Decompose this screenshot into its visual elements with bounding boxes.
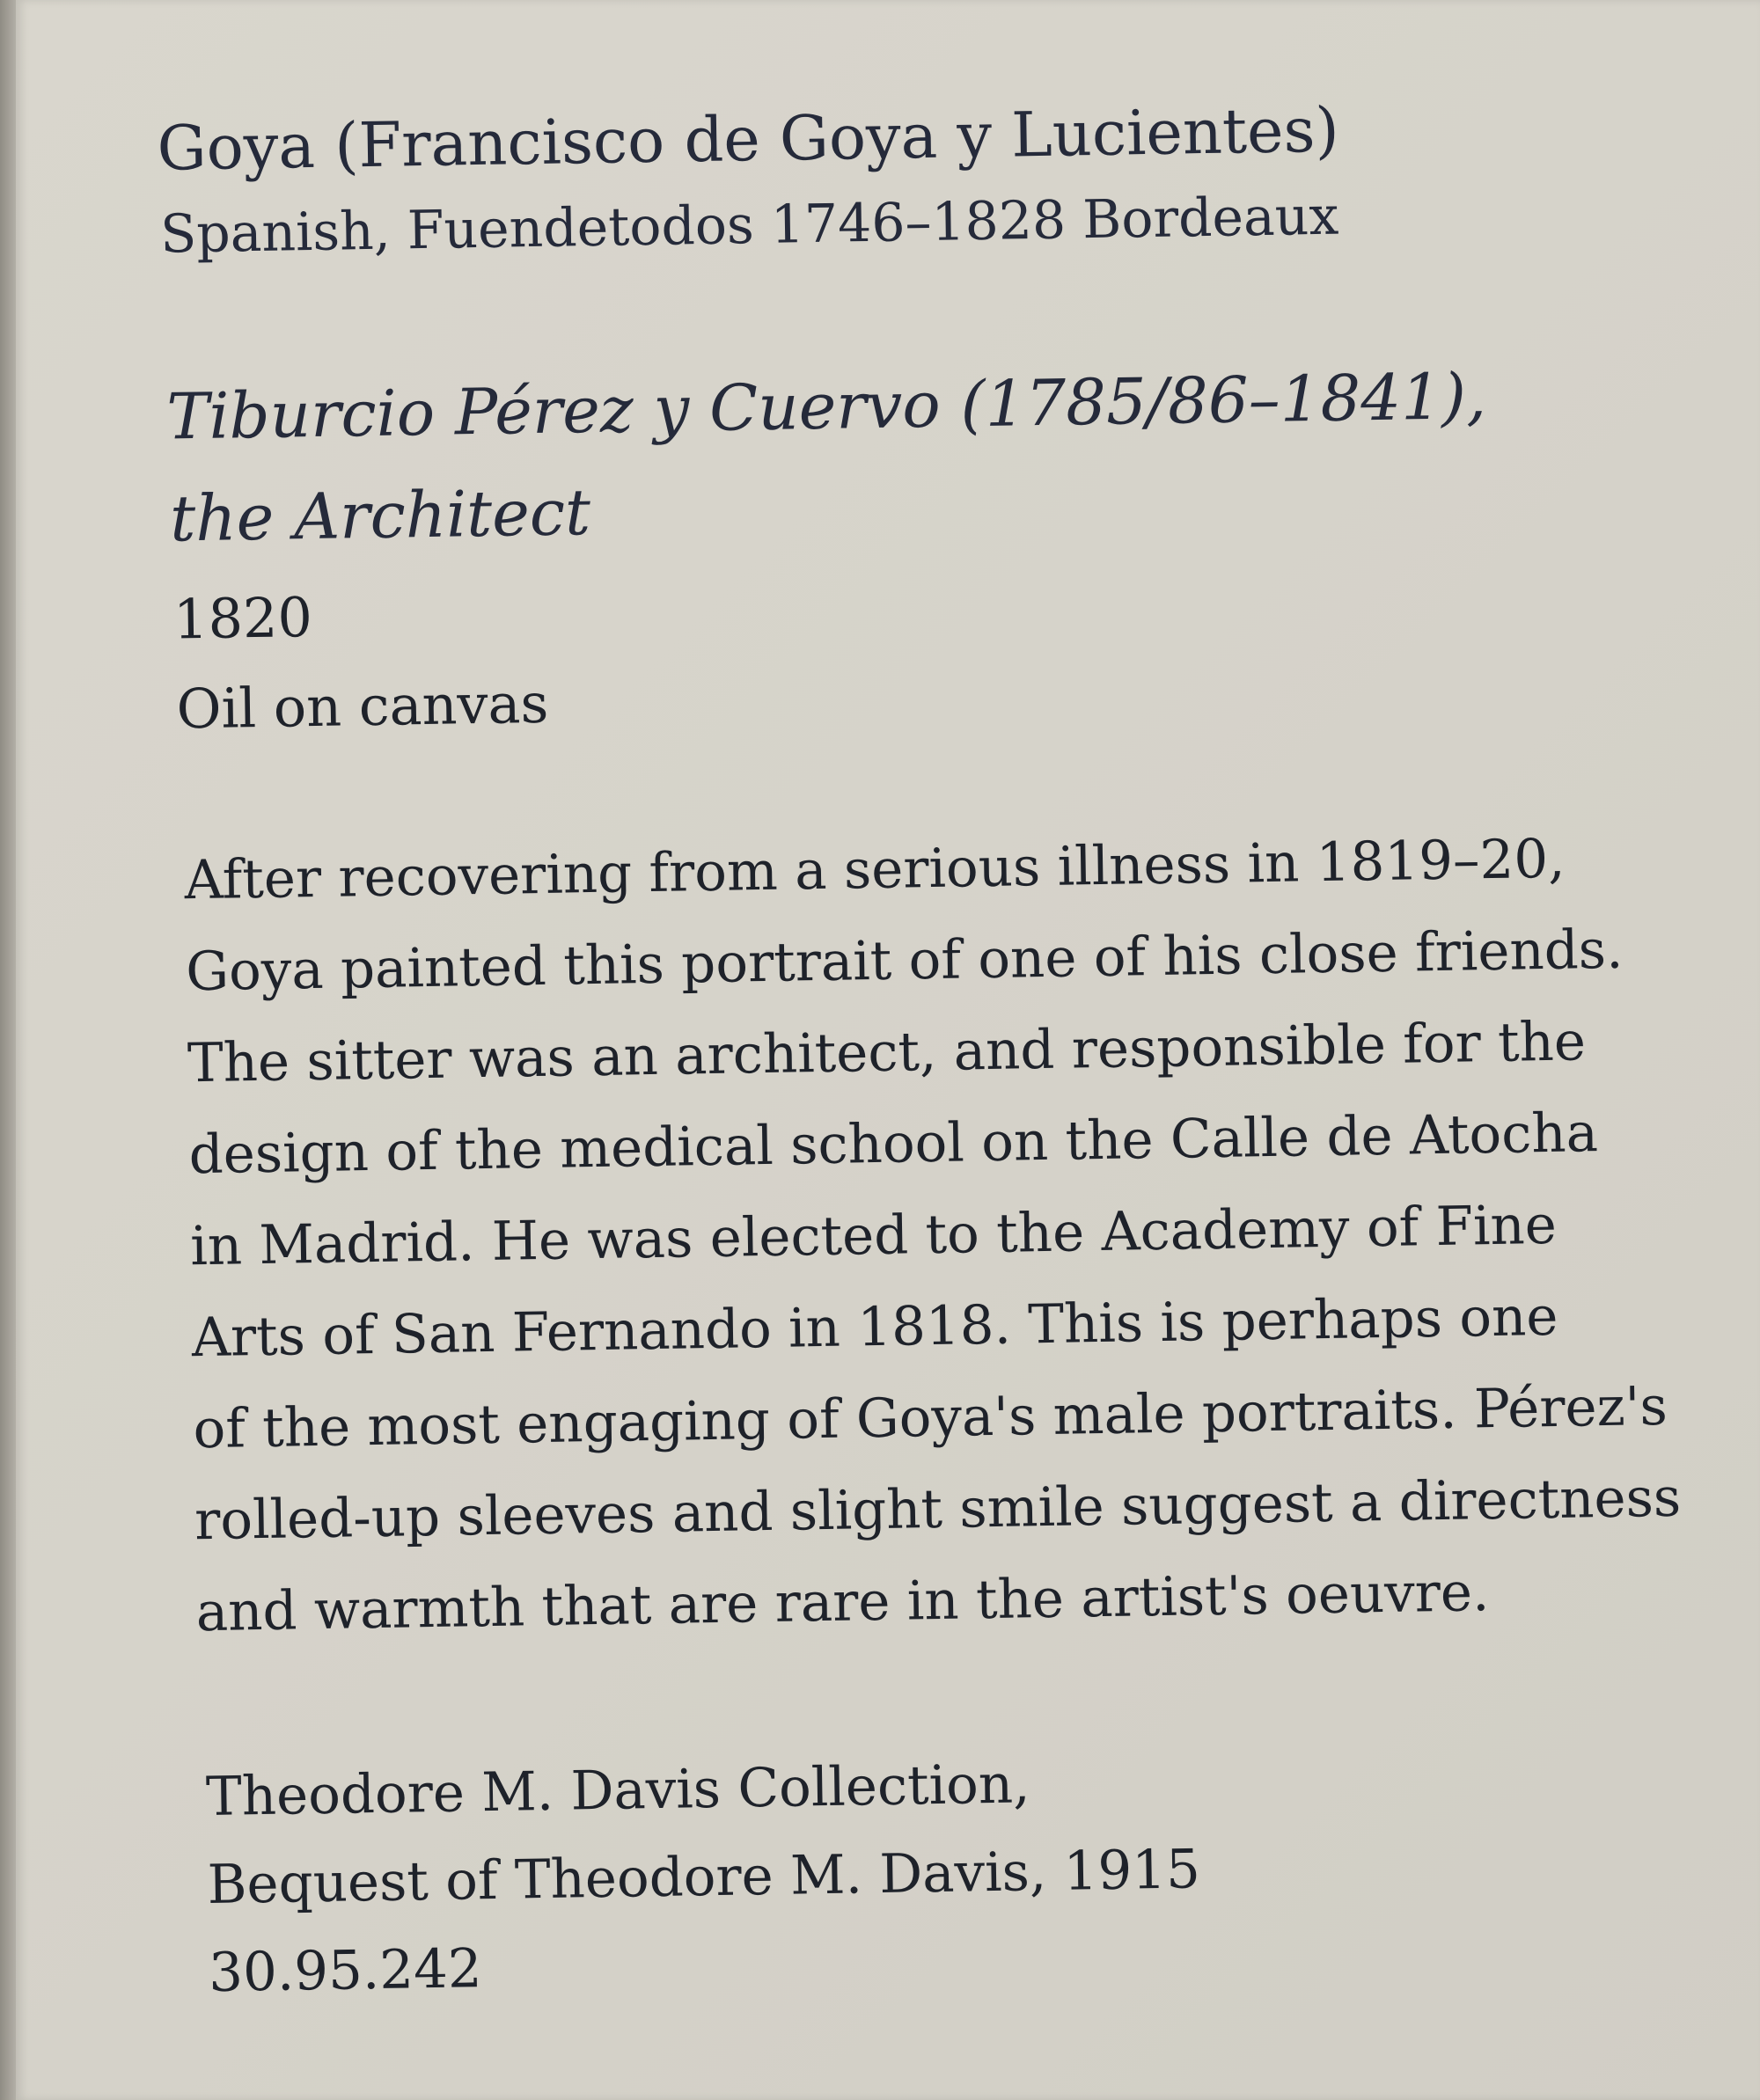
description-line: After recovering from a serious illness in 1819–20, bbox=[184, 827, 1566, 912]
description-line: The sitter was an architect, and responsible for the bbox=[187, 1010, 1587, 1095]
wall-edge bbox=[0, 0, 18, 2100]
description-line: rolled-up sleeves and slight smile suggest a directness bbox=[194, 1466, 1682, 1553]
description-line: in Madrid. He was elected to the Academy of Fine bbox=[189, 1193, 1558, 1278]
accession-number: 30.95.242 bbox=[208, 1937, 483, 2005]
description-line: Goya painted this portrait of one of his close friends. bbox=[185, 918, 1624, 1004]
artist-name: Goya (Francisco de Goya y Lucientes) bbox=[157, 93, 1340, 185]
artwork-date: 1820 bbox=[172, 584, 313, 652]
artwork-medium: Oil on canvas bbox=[176, 670, 549, 742]
description-line: of the most engaging of Goya's male portraits. Pérez's bbox=[192, 1374, 1668, 1461]
description-line: Arts of San Fernando in 1818. This is perhaps one bbox=[191, 1284, 1558, 1370]
description-line: design of the medical school on the Calle de Atocha bbox=[188, 1101, 1599, 1187]
credit-line: Theodore M. Davis Collection, bbox=[205, 1752, 1031, 1829]
credit-line: Bequest of Theodore M. Davis, 1915 bbox=[207, 1838, 1201, 1917]
artwork-title-line-2: the Architect bbox=[169, 475, 591, 556]
description-line: and warmth that are rare in the artist's oeuvre. bbox=[195, 1561, 1490, 1644]
museum-label-card bbox=[16, 0, 1760, 2100]
artist-bio: Spanish, Fuendetodos 1746–1828 Bordeaux bbox=[159, 185, 1339, 266]
artwork-title-line-1: Tiburcio Pérez y Cuervo (1785/86–1841), bbox=[165, 359, 1487, 454]
